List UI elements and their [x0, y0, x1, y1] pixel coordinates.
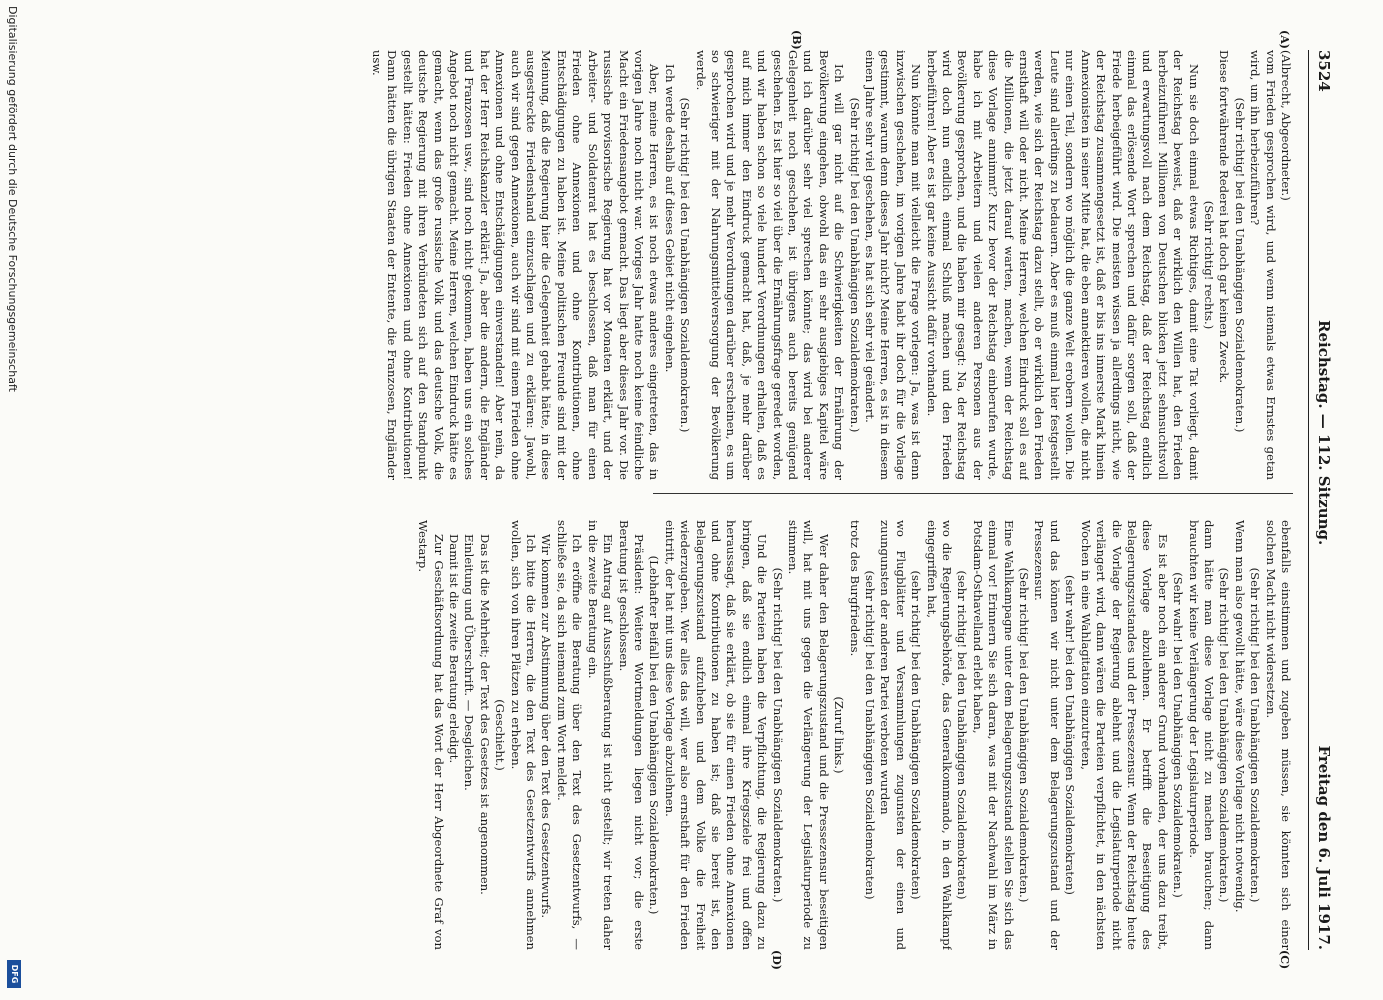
left-column — [93, 50, 1293, 480]
paragraph: Wenn man also gewollt hätte, wäre diese Vorlage nicht notwendig. — [1232, 520, 1247, 913]
credit-text: Digitalisierung gefördert durch die Deutsche Forschungsgemeinschaft — [6, 6, 19, 392]
running-header — [1308, 50, 1335, 950]
interjection: (Geschieht.) — [493, 699, 508, 771]
paragraph: Damit ist die zweite Beratung erledigt. — [447, 534, 462, 764]
paragraph: dann hätte man diese Vorlage nicht zu machen brauchen; dann brauchten wir keine Verlängerung der Legislaturperiode. — [1186, 520, 1216, 950]
paragraph: Eine Wahlkampagne unter dem Belagerungszustand stellen Sie sich das einmal vor! Erinnern Sie sich daran, was mit der Nachwahl im März in Potsdam-Osthavelland erlebt haben, — [970, 520, 1016, 950]
interjection: (Sehr richtig! bei den Unabhängigen Sozialdemokraten.) — [847, 97, 862, 433]
interjection: (sehr wahr! bei den Unabhängigen Sozialdemokraten) — [1063, 575, 1078, 895]
paragraph: trotz des Burgfriedens. — [847, 520, 862, 657]
interjection: (Sehr richtig! bei den Unabhängigen Sozialdemokraten.) — [1248, 567, 1263, 903]
interjection: (Zuruf links.) — [832, 696, 847, 774]
paragraph: Ich will gar nicht auf die Schwierigkeiten der Ernährung der Bevölkerung eingehen, obwohl das ein sehr ausgiebiges Kapitel wäre und ich darüber sehr viel sprechen könnte; das wird bei anderer Gelegenheit noch geschehen, ist übrigens auch bereits genügend geschehen. Es ist hier so viel über die Ernährungsfrage geredet worden, und wir haben schon so viele hundert Verordnungen erhalten, daß es auf mich immer den Eindruck gemacht hat, daß, je mehr darüber gesprochen wird und je mehr Verordnungen darüber erscheinen, es um so schwieriger mit der Nahrungsmittelversorgung der Bevölkerung werde. — [693, 50, 847, 480]
paragraph: Wer daher den Belagerungszustand und die Pressezensur beseitigen will, hat mit uns gegen die Verlängerung der Legislaturperiode zu stimmen. — [786, 520, 831, 950]
paragraph: Nun sie doch einmal etwas Richtiges, damit eine Tat vorliegt, damit der Reichstag beweist, daß er wirklich den Willen hat, den Frieden herbeizuführen! Millionen von Deutschen blicken jetzt sehnsuchtsvoll und erwartungsvoll nach dem Reichstag, daß der Reichstag endlich einmal das erlösende Wort sprechen und dafür sorgen soll, daß der Friede herbeigeführt wird. Die meisten wissen ja allerdings nicht, wie der Reichstag zusammengesetzt ist, daß er bis ins innerste Mark hinein Annexionisten in seiner Mitte hat, die eben annektieren wollen, die nicht nur einen Teil, sondern wo möglich die ganze Welt erobern wollen. Die Leute sind allerdings zu bedauern. Aber es muß einmal hier festgestellt werden, wie sich der Reichstag dazu stellt, ob er wirklich den Frieden ernsthaft will oder nicht. Meine Herren, welchen Eindruck soll es auf die Millionen, die jetzt darauf warten, machen, wenn der Reichstag diese Vorlage annimmt? Kurz bevor der Reichstag einberufen wurde, habe ich mit Arbeitern und vielen anderen Personen aus der Bevölkerung gesprochen, und die haben mir gesagt: Na, der Reichstag wird doch nun endlich einmal Schluß machen und den Frieden herbeiführen! Aber es ist gar keine Aussicht dafür vorhanden. — [924, 50, 1201, 480]
interjection: (Sehr richtig! bei den Unabhängigen Sozialdemokraten.) — [1017, 567, 1032, 903]
paragraph: Und die Parteien haben die Verpflichtung, die Regierung dazu zu bringen, daß sie endlich einmal ihre Kriegsziele frei und offen heraussagt, daß sie erklärt, ob sie für einen Frieden ohne Annexionen und ohne Kontributionen zu haben ist; daß sie bereit ist, den Belagerungszustand aufzuheben und dem Volke die Freiheit wiederzugeben. Wer alles das will, wer also ernsthaft für den Frieden eintritt, der hat mit uns diese Vorlage abzulehnen. — [662, 520, 770, 950]
session-title: Reichstag. — 112. Sitzung. — [1315, 320, 1333, 546]
paragraph: Einleitung und Überschrift. — Desgleichen. — [462, 534, 477, 791]
interjection: (Sehr richtig! rechts.) — [1201, 200, 1216, 330]
paragraph: Das ist die Mehrheit; der Text des Gesetzes ist angenommen. — [477, 534, 492, 895]
paragraph: Wir kommen zur Abstimmung über den Text des Gesetzentwurfs. — [539, 534, 554, 919]
session-date: Freitag den 6. Juli 1917. — [1315, 745, 1333, 950]
interjection: (Lebhafter Beifall bei den Unabhängigen Sozialdemokraten.) — [647, 555, 662, 915]
paragraph: Diese fortwährende Rederei hat doch gar keinen Zweck. — [1217, 50, 1232, 384]
paragraph: Nun könnte man mit vielleicht die Frage vorlegen: Ja, was ist denn inzwischen geschehen, im vorigen Jahre habt ihr doch für die Vorlage gestimmt, warum denn dieses Jahr nicht? Meine Herren, es ist in diesem einen Jahre sehr viel geschehen, es hat sich sehr viel geändert. — [863, 50, 924, 480]
interjection: (Sehr richtig! bei den Unabhängigen Sozialdemokraten.) — [678, 97, 693, 433]
interjection: (sehr richtig! bei den Unabhängigen Sozialdemokraten) — [863, 570, 878, 900]
paragraph: wo die Regierungsbehörde, das Generalkommando, in den Wahlkampf eingegriffen hat, — [924, 520, 955, 950]
margin-marker-d: (D) — [770, 950, 783, 970]
page-content — [93, 0, 1343, 1000]
page-number: 3524 — [1315, 50, 1333, 92]
interjection: (Sehr richtig! bei den Unabhängigen Sozialdemokraten.) — [1217, 567, 1232, 903]
interjection: (Sehr wahr! bei den Unabhängigen Sozialdemokraten.) — [1171, 572, 1186, 898]
margin-marker-b: (B) — [790, 30, 803, 50]
interjection: (sehr richtig! bei den Unabhängigen Sozialdemokraten) — [955, 570, 970, 900]
interjection: (sehr richtig! bei den Unabhängigen Sozialdemokraten) — [909, 570, 924, 900]
paragraph: Präsident: Weitere Wortmeldungen liegen nicht vor; die erste Beratung ist geschlossen. — [616, 520, 646, 950]
right-column — [93, 520, 1293, 950]
interjection: (Sehr richtig! bei den Unabhängigen Sozialdemokraten.) — [770, 567, 785, 903]
column-divider — [653, 493, 1293, 494]
paragraph: Ich werde deshalb auf dieses Gebiet nicht eingehen. — [662, 64, 677, 373]
paragraph: Aber, meine Herren, es ist noch etwas anderes eingetreten, das in vorigen Jahre noch nicht war. Voriges Jahr hatte noch keine feindliche Macht ein Friedensangebot gemacht. Das liegt aber dieses Jahr vor. Die russische provisorische Regierung hat vor Monaten erklärt, und der Arbeiter- und Soldatenrat hat es beschlossen, daß man für einen Frieden ohne Annexionen und ohne Kontributionen, ohne Entschädigungen zu haben ist. Meine politischen Freunde sind mit der Meinung, daß die Regierung hier die Gelegenheit gehabt hätte, in diese ausgestreckte Friedenshand einzuschlagen und zu erklären: Jawohl, auch wir sind gegen Annexionen, auch wir sind mit einem Frieden ohne Annexionen und ohne Entschädigungen einverstanden! Aber nein, da hat der Herr Reichskanzler erklärt: Ja, aber die andern, die Engländer und Franzosen usw., sind noch nicht gekommen, haben uns ein solches Angebot noch nicht gemacht. Meine Herren, welchen Eindruck hätte es gemacht, wenn das große russische Volk und das deutsche Volk, die deutsche Regierung mit ihren Verbündeten sich auf den Standpunkt gestellt hätten: Frieden ohne Annexionen und ohne Kontributionen! Dann hätten die übrigen Staaten der Entente, die Franzosen, Engländer usw. — [370, 50, 662, 480]
paragraph: vom Frieden gesprochen wird, und wenn niemals etwas Ernstes getan wird, um ihn herbeizuführen? — [1248, 50, 1278, 480]
margin-marker-c: (C) — [1278, 950, 1291, 970]
paragraph: wo Flugblätter und Versammlungen zugunsten der einen und zuungunsten der anderen Partei verboten wurden — [878, 520, 908, 950]
paragraph: Ich bitte die Herren, die den Text des Gesetzentwurfs annehmen wollen, sich von ihren Plätzen zu erheben. — [508, 520, 539, 950]
paragraph: ebenfalls einstimmen und zugeben müssen, sie könnten sich einer solchen Macht nicht widersetzen. — [1263, 520, 1293, 950]
paragraph: Ich eröffne die Beratung über den Text des Gesetzentwurfs, — schließe sie, da sich niemand zum Wort meldet. — [554, 520, 585, 950]
paragraph: Es ist aber noch ein anderer Grund vorhanden, der uns dazu treibt, diese Vorlage abzulehnen. Er betrifft die Beseitigung des Belagerungszustandes und der Pressezensur. Wenn der Reichstag heute die Vorlage der Regierung ablehnt und die Legislaturperiode nicht verlängert wird, dann wären die Parteien verpflichtet, in den nächsten Wochen in eine Wahlagitation einzutreten, — [1078, 520, 1170, 950]
paragraph: (Albrecht, Abgeordneter.) — [1279, 50, 1293, 201]
dfg-logo: DFG — [7, 960, 21, 988]
paragraph: Zur Geschäftsordnung hat das Wort der Herr Abgeordnete Graf von Westarp. — [416, 520, 446, 950]
paragraph: Ein Antrag auf Ausschußberatung ist nicht gestellt; wir treten daher in die zweite Beratung ein. — [585, 520, 616, 950]
margin-marker-a: (A) — [1278, 30, 1291, 49]
paragraph: und das können wir nicht unter dem Belagerungszustand und der Pressezensur. — [1032, 520, 1062, 950]
interjection: (Sehr richtig! bei den Unabhängigen Sozialdemokraten.) — [1232, 97, 1247, 433]
digitization-credit — [3, 0, 23, 1000]
